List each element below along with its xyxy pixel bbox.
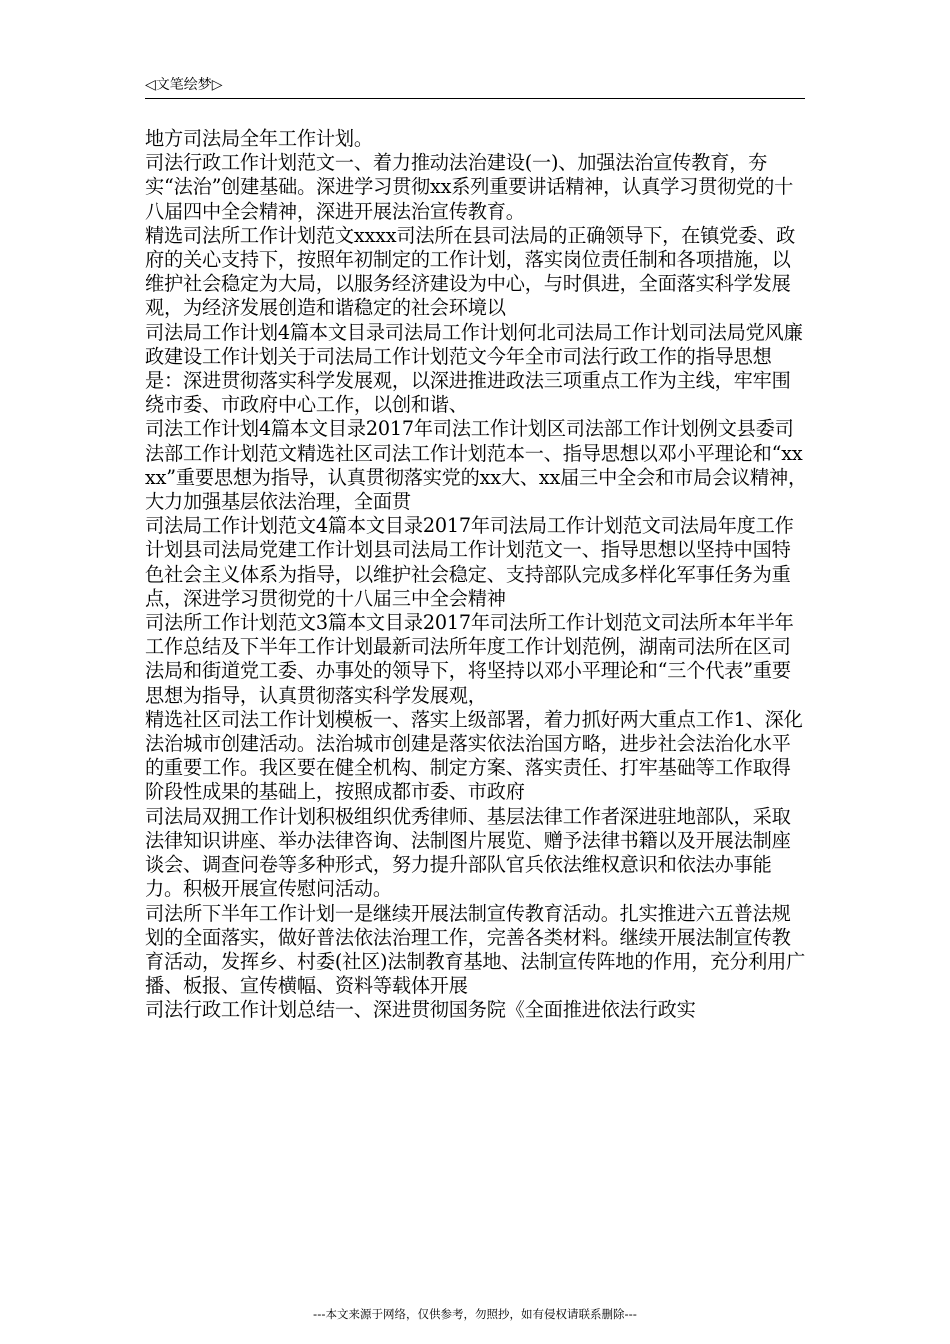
- document-body: [145, 127, 825, 1023]
- paragraph: 司法所下半年工作计划一是继续开展法制宣传教育活动。扎实推进六五普法规划的全面落实，做好普法依法治理工作，完善各类材料。继续开展法制宣传教育活动，发挥乡、村委(社区)法制教育基地、法制宣传阵地的作用，充分利用广播、板报、宣传横幅、资料等载体开展: [145, 901, 806, 998]
- paragraph: 司法局工作计划范文4篇本文目录2017年司法局工作计划范文司法局年度工作计划县司法局党建工作计划县司法局工作计划范文一、指导思想以坚持中国特色社会主义体系为指导，以维护社会稳定、支持部队完成多样化军事任务为重点，深进学习贯彻党的十八届三中全会精神: [145, 514, 794, 610]
- paragraph: 司法工作计划4篇本文目录2017年司法工作计划区司法部工作计划例文县委司法部工作计划范文精选社区司法工作计划范本一、指导思想以邓小平理论和“xxxx”重要思想为指导，认真贯彻落实党的xx大、xx届三中全会和市局会议精神，大力加强基层依法治理，全面贯: [145, 417, 807, 514]
- paragraph: 地方司法局全年工作计划。: [145, 127, 373, 150]
- header-title: ◁文笔绘梦▷: [145, 77, 223, 93]
- paragraph: 精选社区司法工作计划模板一、落实上级部署，着力抓好两大重点工作1、深化法治城市创建活动。法治城市创建是落实依法治国方略，进步社会法治化水平的重要工作。我区要在健全机构、制定方案、落实责任、打牢基础等工作取得阶段性成果的基础上，按照成都市委、市政府: [145, 707, 803, 804]
- page-footer: ---本文来源于网络，仅供参考，勿照抄，如有侵权请联系删除---: [313, 1307, 637, 1321]
- paragraph: 司法行政工作计划范文一、着力推动法治建设(一)、加强法治宣传教育，夯实“法治”创建基础。深进学习贯彻xx系列重要讲话精神，认真学习贯彻党的十八届四中全会精神，深进开展法治宣传教育。: [145, 151, 794, 223]
- paragraph: 精选司法所工作计划范文xxxx司法所在县司法局的正确领导下，在镇党委、政府的关心支持下，按照年初制定的工作计划，落实岗位责任制和各项措施，以维护社会稳定为大局，以服务经济建设为中心，与时俱进，全面落实科学发展观，为经济发展创造和谐稳定的社会环境以: [145, 223, 796, 320]
- paragraph: 司法局工作计划4篇本文目录司法局工作计划何北司法局工作计划司法局党风廉政建设工作计划关于司法局工作计划范文今年全市司法行政工作的指导思想是：深进贯彻落实科学发展观，以深进推进政法三项重点工作为主线，牢牢围绕市委、市政府中心工作，以创和谐、: [145, 320, 803, 417]
- paragraph: 司法行政工作计划总结一、深进贯彻国务院《全面推进依法行政实: [145, 998, 696, 1022]
- paragraph: 司法局双拥工作计划积极组织优秀律师、基层法律工作者深进驻地部队，采取法律知识讲座、举办法律咨询、法制图片展览、赠予法律书籍以及开展法制座谈会、调查问卷等多种形式，努力提升部队官兵依法维权意识和依法办事能力。积极开展宣传慰问活动。: [145, 804, 791, 901]
- page-header: [145, 74, 805, 99]
- paragraph: 司法所工作计划范文3篇本文目录2017年司法所工作计划范文司法所本年半年工作总结及下半年工作计划最新司法所年度工作计划范例，湖南司法所在区司法局和街道党工委、办事处的领导下，将坚持以邓小平理论和“三个代表”重要思想为指导，认真贯彻落实科学发展观，: [145, 611, 794, 707]
